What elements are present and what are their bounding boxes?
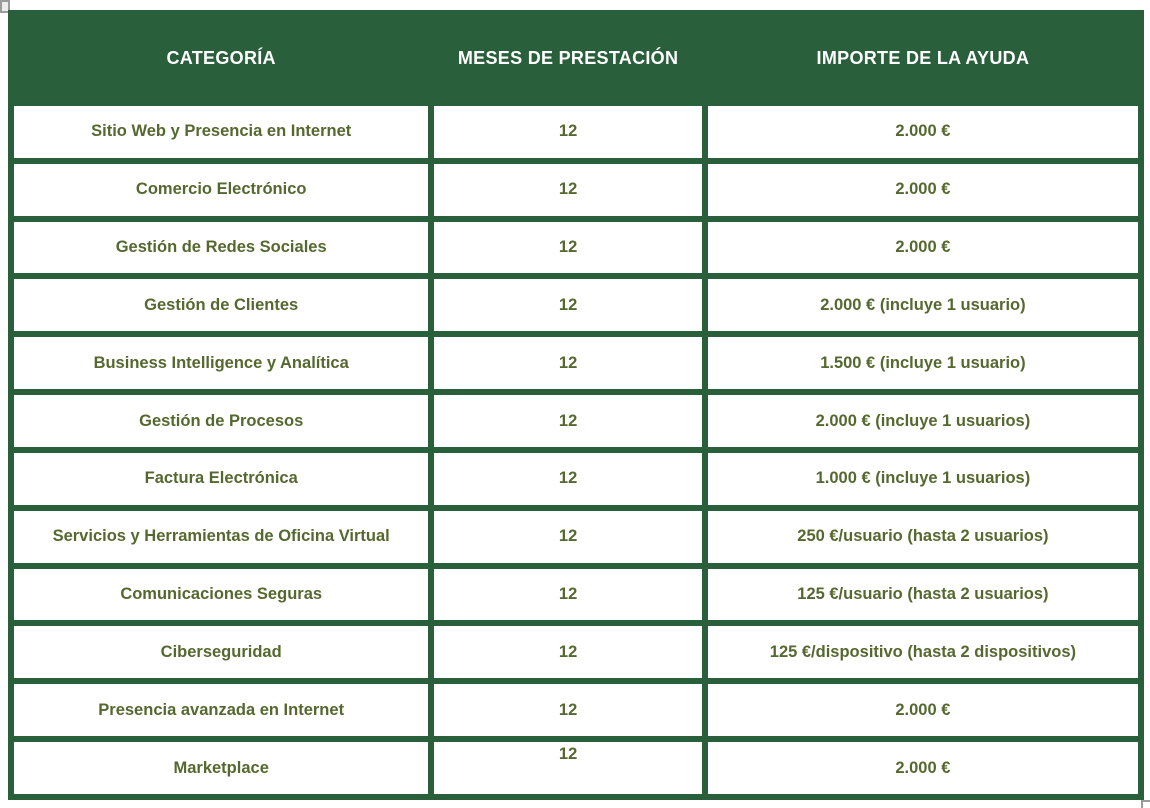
table-row: [11, 161, 1141, 219]
table-row: [11, 508, 1141, 566]
table-row: [11, 450, 1141, 508]
categoria-cell: Business Intelligence y Analítica: [11, 334, 431, 392]
importe-cell: 1.500 € (incluye 1 usuario): [705, 334, 1141, 392]
header-row: [11, 13, 1141, 103]
table-row: [11, 334, 1141, 392]
categoria-cell: Ciberseguridad: [11, 623, 431, 681]
table-body: [11, 103, 1141, 797]
ayudas-table-container: [8, 10, 1144, 800]
meses-cell: 12: [431, 103, 704, 161]
importe-cell: 2.000 €: [705, 219, 1141, 277]
meses-cell: 12: [431, 161, 704, 219]
table-row: [11, 219, 1141, 277]
importe-cell: 2.000 € (incluye 1 usuario): [705, 276, 1141, 334]
importe-cell: 2.000 €: [705, 739, 1141, 797]
meses-cell: 12: [431, 219, 704, 277]
meses-cell: 12: [431, 566, 704, 624]
meses-cell: 12: [431, 508, 704, 566]
categoria-cell: Comunicaciones Seguras: [11, 566, 431, 624]
categoria-cell: Gestión de Redes Sociales: [11, 219, 431, 277]
column-header-categoria: CATEGORÍA: [11, 13, 431, 103]
table-row: [11, 681, 1141, 739]
table-row: [11, 276, 1141, 334]
resize-corner-icon: [1141, 800, 1150, 808]
meses-cell: 12: [431, 681, 704, 739]
importe-cell: 2.000 €: [705, 681, 1141, 739]
meses-cell: 12: [431, 276, 704, 334]
categoria-cell: Comercio Electrónico: [11, 161, 431, 219]
categoria-cell: Gestión de Clientes: [11, 276, 431, 334]
categoria-cell: Marketplace: [11, 739, 431, 797]
importe-cell: 2.000 €: [705, 161, 1141, 219]
table-row: [11, 103, 1141, 161]
importe-cell: 125 €/usuario (hasta 2 usuarios): [705, 566, 1141, 624]
meses-cell: 12: [431, 392, 704, 450]
importe-cell: 2.000 €: [705, 103, 1141, 161]
importe-cell: 2.000 € (incluye 1 usuarios): [705, 392, 1141, 450]
meses-cell: 12: [431, 450, 704, 508]
categoria-cell: Factura Electrónica: [11, 450, 431, 508]
meses-cell: 12: [431, 739, 704, 797]
column-header-meses: MESES DE PRESTACIÓN: [431, 13, 704, 103]
importe-cell: 250 €/usuario (hasta 2 usuarios): [705, 508, 1141, 566]
categoria-cell: Servicios y Herramientas de Oficina Virtual: [11, 508, 431, 566]
table-row: [11, 392, 1141, 450]
categoria-cell: Presencia avanzada en Internet: [11, 681, 431, 739]
categoria-cell: Sitio Web y Presencia en Internet: [11, 103, 431, 161]
meses-cell: 12: [431, 623, 704, 681]
table-row: [11, 566, 1141, 624]
column-header-importe: IMPORTE DE LA AYUDA: [705, 13, 1141, 103]
ayudas-table: [8, 10, 1144, 800]
meses-cell: 12: [431, 334, 704, 392]
table-row: [11, 739, 1141, 797]
categoria-cell: Gestión de Procesos: [11, 392, 431, 450]
table-row: [11, 623, 1141, 681]
importe-cell: 125 €/dispositivo (hasta 2 dispositivos): [705, 623, 1141, 681]
importe-cell: 1.000 € (incluye 1 usuarios): [705, 450, 1141, 508]
